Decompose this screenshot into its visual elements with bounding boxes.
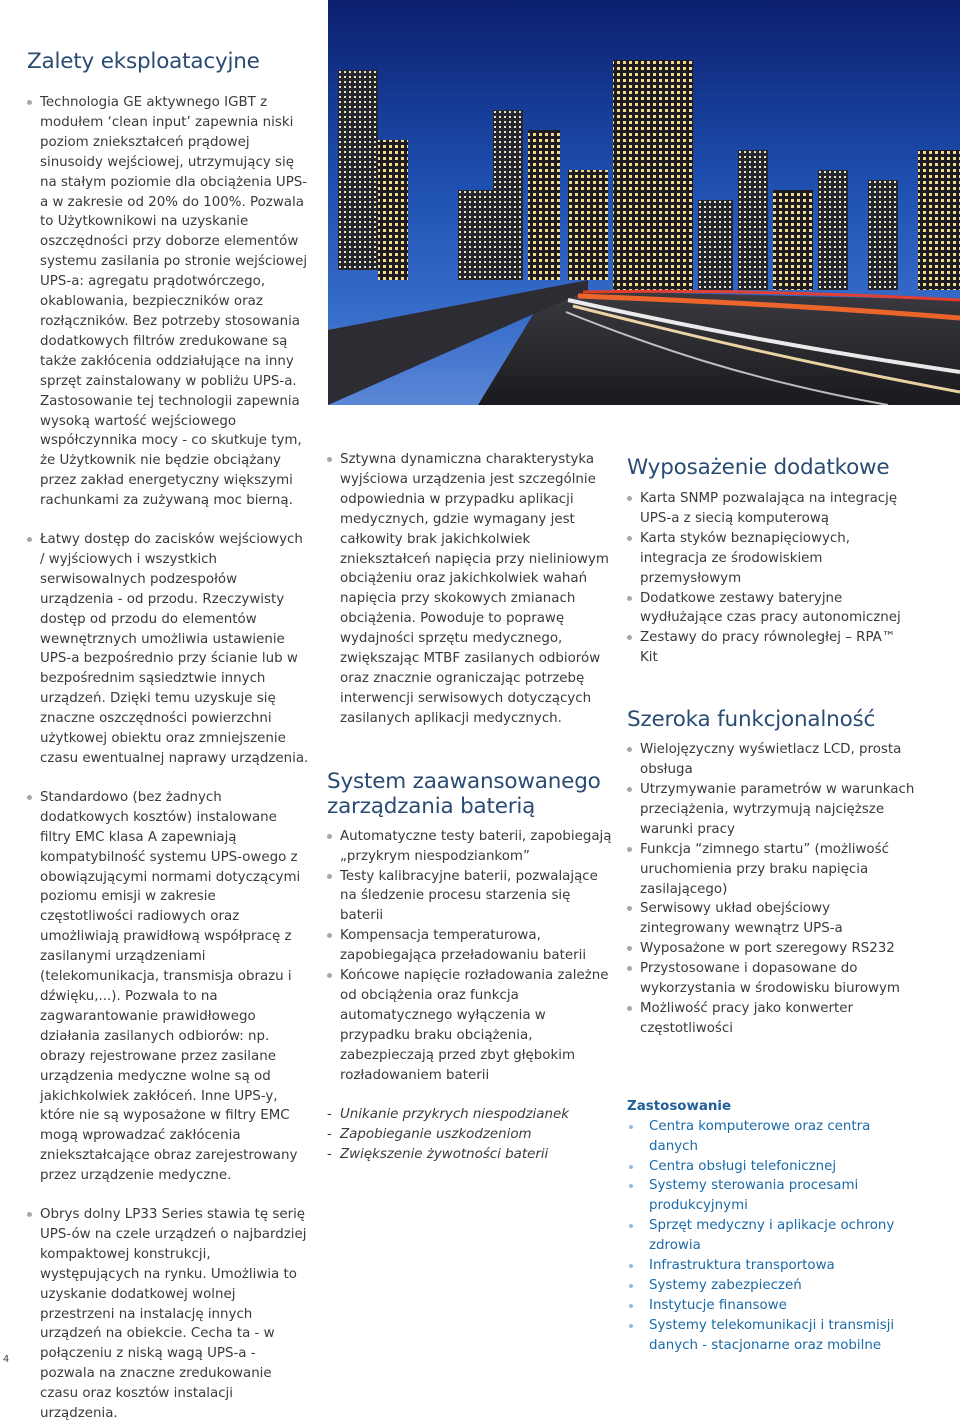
list-item: Technologia GE aktywnego IGBT z modułem ‘clean input’ zapewnia niski poziom zniekształceń prądowej sinusoidy wejściowej, utrzymujący się na stałym poziomie dla obciążenia UPS-a w zakresie od 20% do 100%. Pozwala to Użytkownikowi na uzyskanie oszczędności przy doborze elementów systemu zasilania po stronie wejściowej UPS-a: agregatu prądotwórczego, okablowania, bezpieczników oraz rozłączników. Bez potrzeby stosowania dodatkowych filtrów zredukowane są także zakłócenia oddziałujące na inny sprzęt zainstalowany w pobliżu UPS-a. Zastosowanie tej technologii zapewnia wysoką wartość wejściowego współczynnika mocy - co skutkuje tym, że Użytkownik nie będzie obciążany przez zakład energetyczny większymi rachunkami za zużywaną moc bierną. (27, 93, 309, 511)
building (698, 200, 733, 290)
list-item: Systemy zabezpieczeń (627, 1276, 917, 1296)
list-item: Przystosowane i dopasowane do wykorzystania w środowisku biurowym (627, 959, 917, 999)
list-item: Kompensacja temperaturowa, zapobiegająca przeładowaniu baterii (327, 926, 612, 966)
applications-title: Zastosowanie (627, 1098, 732, 1114)
city-skyline-photo (328, 0, 960, 405)
list-item: Utrzymywanie parametrów w warunkach przeciążenia, wytrzymują najcięższe warunki pracy (627, 780, 917, 840)
building (378, 140, 408, 280)
functionality-list (627, 740, 917, 1039)
section-title-accessories: Wyposażenie dodatkowe (627, 455, 890, 480)
list-item: Karta styków beznapięciowych, integracja ze środowiskiem przemysłowym (627, 529, 917, 589)
advantages-list (27, 93, 309, 1424)
page-number: 4 (2, 1354, 10, 1365)
list-item: Standardowo (bez żadnych dodatkowych kosztów) instalowane filtry EMC klasa A zapewniają kompatybilność systemu UPS-owego z obowiązującymi normami dotyczącymi poziomu emisji w zakresie częstotliwości radiowych oraz umożliwiają prawidłową współpracę z zasilanymi urządzeniami (telekomunikacja, transmisja obrazu i dźwięku,...). Pozwala to na zagwarantowanie prawidłowego działania zasilanych odbiorów: np. obrazy rejestrowane przez zasilane urządzenia medyczne wolne są od jakichkolwiek zakłóceń. Inne UPS-y, które nie są wyposażone w filtry EMC mogą wprowadzać zakłócenia zniekształcające obraz zarejestrowany przez urządzenie medyczne. (27, 788, 309, 1186)
list-item: Serwisowy układ obejściowy zintegrowany wewnątrz UPS-a (627, 899, 917, 939)
battery-benefits-list (327, 1105, 612, 1165)
building (568, 170, 608, 280)
list-item: Testy kalibracyjne baterii, pozwalające na śledzenie procesu starzenia się baterii (327, 867, 612, 927)
list-item: Możliwość pracy jako konwerter częstotliwości (627, 999, 917, 1039)
building (818, 170, 848, 290)
list-item: Centra komputerowe oraz centra danych (627, 1117, 917, 1157)
list-item: Łatwy dostęp do zacisków wejściowych / wyjściowych i wszystkich serwisowalnych podzespołów urządzenia - od przodu. Rzeczywisty dostęp od przodu do elementów wewnętrznych umożliwia ustawienie UPS-a bezpośrednio przy ścianie lub w bezpośrednim sąsiedztwie innych urządzeń. Dzięki temu uzyskuje się znaczne oszczędności powierzchni użytkowej obiektu oraz zmniejszenie czasu ewentualnej naprawy urządzenia. (27, 530, 309, 769)
list-item: - Zwiększenie żywotności baterii (327, 1145, 612, 1165)
list-item: Sztywna dynamiczna charakterystyka wyjściowa urządzenia jest szczególnie odpowiednia w przypadku aplikacji medycznych, gdzie wymagany jest całkowity brak jakichkolwiek zniekształceń napięcia przy nieliniowym obciążeniu oraz jakichkolwiek wahań napięcia przy skokowych zmianach obciążenia. Powoduje to poprawę wydajności sprzętu medycznego, zwiększając MTBF zasilanych odbiorów oraz znacznie ograniczając potrzebę interwencji serwisowych dotyczących zasilanych aplikacji medycznych. (327, 450, 612, 729)
list-item: Systemy telekomunikacji i transmisji danych - stacjonarne oraz mobilne (627, 1316, 917, 1356)
battery-features-list (327, 827, 612, 1086)
right-column (627, 454, 917, 1356)
list-item: Obrys dolny LP33 Series stawia tę serię UPS-ów na czele urządzeń o najbardziej kompaktowej konstrukcji, występujących na rynku. Umożliwia to uzyskanie dodatkowej wolnej przestrzeni na instalację innych urządzeń na obiekcie. Cecha ta - w połączeniu z niską wagą UPS-a - pozwala na znaczne zredukowanie czasu oraz kosztów instalacji urządzenia. (27, 1205, 309, 1424)
middle-column (327, 450, 612, 1165)
list-item: Dodatkowe zestawy bateryjne wydłużające czas pracy autonomicznej (627, 589, 917, 629)
building (458, 190, 498, 280)
freeway (478, 290, 960, 405)
list-item: Zestawy do pracy równoległej – RPA™ Kit (627, 628, 917, 668)
list-item: Instytucje finansowe (627, 1296, 917, 1316)
list-item: Infrastruktura transportowa (627, 1256, 917, 1276)
section-title-operational-advantages: Zalety eksploatacyjne (27, 49, 260, 74)
building (493, 110, 523, 280)
output-characteristic-list (327, 450, 612, 729)
left-column (27, 46, 317, 1424)
building (868, 180, 898, 290)
building (738, 150, 768, 290)
list-item: Automatyczne testy baterii, zapobiegają „przykrym niespodziankom” (327, 827, 612, 867)
building (338, 70, 378, 270)
building (773, 190, 813, 290)
list-item: Karta SNMP pozwalająca na integrację UPS-a z siecią komputerową (627, 489, 917, 529)
list-item: Końcowe napięcie rozładowania zależne od obciążenia oraz funkcja automatycznego wyłączenia w przypadku braku obciążenia, zabezpieczają przed zbyt głębokim rozładowaniem baterii (327, 966, 612, 1085)
section-title-functionality: Szeroka funkcjonalność (627, 707, 876, 733)
list-item: Systemy sterowania procesami produkcyjnymi (627, 1176, 917, 1216)
list-item: Funkcja “zimnego startu” (możliwość uruchomienia przy braku napięcia zasilającego) (627, 840, 917, 900)
building (918, 150, 960, 290)
list-item: Centra obsługi telefonicznej (627, 1157, 917, 1177)
list-item: - Unikanie przykrych niespodzianek (327, 1105, 612, 1125)
list-item: Sprzęt medyczny i aplikacje ochrony zdrowia (627, 1216, 917, 1256)
applications-list (627, 1117, 917, 1356)
building (613, 60, 693, 290)
list-item: Wyposażone w port szeregowy RS232 (627, 939, 917, 959)
list-item: Wielojęzyczny wyświetlacz LCD, prosta obsługa (627, 740, 917, 780)
building (528, 130, 560, 280)
accessories-list (627, 489, 917, 668)
section-title-battery-management: System zaawansowanego zarządzania baterią (327, 768, 601, 819)
skyline-illustration (328, 0, 960, 405)
list-item: - Zapobieganie uszkodzeniom (327, 1125, 612, 1145)
